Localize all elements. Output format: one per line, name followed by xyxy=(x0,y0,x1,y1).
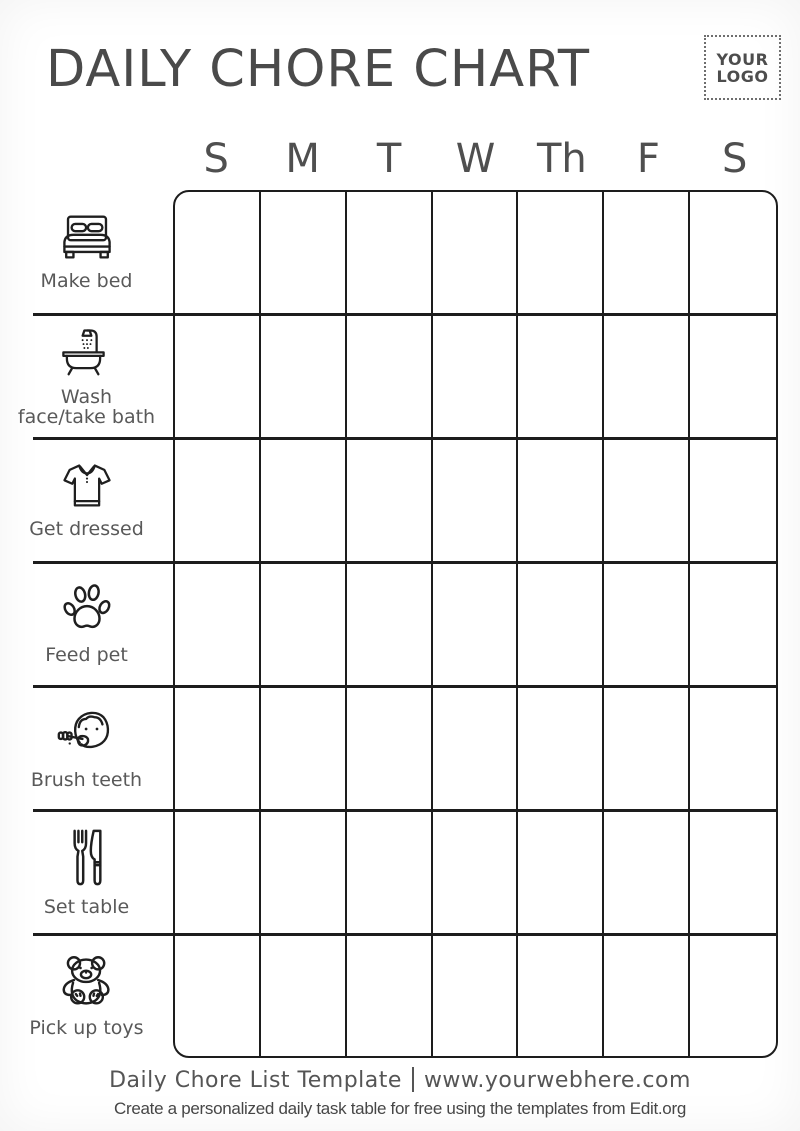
logo-line-2: LOGO xyxy=(716,66,769,86)
grid-cell xyxy=(690,439,776,562)
grid-cell xyxy=(518,192,604,315)
grid-cell xyxy=(690,315,776,438)
grid-cell xyxy=(433,562,519,685)
grid-cell xyxy=(604,933,690,1056)
footer-separator xyxy=(412,1067,414,1092)
day-header-thursday: Th xyxy=(537,135,587,182)
grid-cell xyxy=(690,192,776,315)
day-header-friday: F xyxy=(636,135,660,182)
footer-template-name: Daily Chore List Template xyxy=(109,1068,402,1093)
grid-cell xyxy=(518,562,604,685)
bathtub-icon xyxy=(59,326,115,377)
chore-grid xyxy=(173,190,778,1058)
bed-icon xyxy=(58,214,116,261)
footer-tagline: Create a personalized daily task table for free using the templates from Edit.org xyxy=(114,1099,686,1118)
cutlery-icon xyxy=(65,828,109,887)
grid-cell xyxy=(433,933,519,1056)
grid-cell xyxy=(261,562,347,685)
task-label: Brush teeth xyxy=(30,768,143,791)
task-label: Wash face/take bath xyxy=(17,385,156,428)
grid-cell xyxy=(175,933,261,1056)
grid-cell xyxy=(347,315,433,438)
footer-website: www.yourwebhere.com xyxy=(423,1068,691,1093)
grid-cell xyxy=(690,933,776,1056)
grid-cell xyxy=(347,933,433,1056)
grid-cell xyxy=(518,686,604,809)
task-row-brush-teeth xyxy=(0,686,173,810)
grid-cell xyxy=(433,439,519,562)
day-header-wednesday: W xyxy=(455,135,496,182)
grid-cell xyxy=(175,686,261,809)
grid-cell xyxy=(604,686,690,809)
task-label: Get dressed xyxy=(29,517,144,540)
grid-cell xyxy=(433,192,519,315)
grid-cell xyxy=(261,439,347,562)
task-row-get-dressed xyxy=(0,438,173,562)
grid-cell xyxy=(604,809,690,932)
grid-cell xyxy=(433,686,519,809)
grid-cell xyxy=(261,809,347,932)
day-header-saturday: S xyxy=(722,135,748,182)
shirt-icon xyxy=(61,462,113,509)
task-row-pick-up-toys xyxy=(0,934,173,1058)
grid-cell xyxy=(518,439,604,562)
grid-cell xyxy=(347,562,433,685)
grid-cell xyxy=(175,315,261,438)
grid-cell xyxy=(518,933,604,1056)
grid-cell xyxy=(261,192,347,315)
grid-cell xyxy=(175,809,261,932)
logo-placeholder xyxy=(704,35,781,100)
task-row-wash-face xyxy=(0,314,173,438)
task-row-feed-pet xyxy=(0,562,173,686)
grid-cell xyxy=(604,439,690,562)
task-label: Set table xyxy=(43,895,130,918)
grid-cell xyxy=(175,192,261,315)
grid-cell xyxy=(433,315,519,438)
grid-cell xyxy=(518,809,604,932)
task-row-make-bed xyxy=(0,190,173,314)
grid-cell xyxy=(347,809,433,932)
task-row-set-table xyxy=(0,810,173,934)
grid-cell xyxy=(690,562,776,685)
day-header-tuesday: T xyxy=(376,135,402,182)
footer-credit-line xyxy=(0,1067,800,1093)
task-label: Make bed xyxy=(40,269,133,292)
page-title: DAILY CHORE CHART xyxy=(46,40,591,99)
grid-cell xyxy=(433,809,519,932)
grid-cell xyxy=(261,686,347,809)
paw-icon xyxy=(60,583,114,635)
day-header-monday: M xyxy=(285,135,320,182)
grid-cell xyxy=(604,315,690,438)
grid-cell xyxy=(604,562,690,685)
grid-cell xyxy=(347,439,433,562)
brush-teeth-icon xyxy=(57,707,117,760)
day-header-row xyxy=(173,131,778,186)
grid-cell xyxy=(261,315,347,438)
grid-cell xyxy=(175,439,261,562)
grid-cell xyxy=(690,686,776,809)
grid-cell xyxy=(175,562,261,685)
grid-cell xyxy=(604,192,690,315)
grid-cell xyxy=(261,933,347,1056)
grid-cell xyxy=(347,192,433,315)
teddy-bear-icon xyxy=(58,954,116,1008)
task-label: Feed pet xyxy=(45,644,128,666)
grid-cell xyxy=(347,686,433,809)
grid-cell xyxy=(690,809,776,932)
grid-cell xyxy=(518,315,604,438)
logo-line-1: YOUR xyxy=(716,49,769,69)
task-label: Pick up toys xyxy=(29,1017,144,1039)
day-header-sunday: S xyxy=(203,135,229,182)
